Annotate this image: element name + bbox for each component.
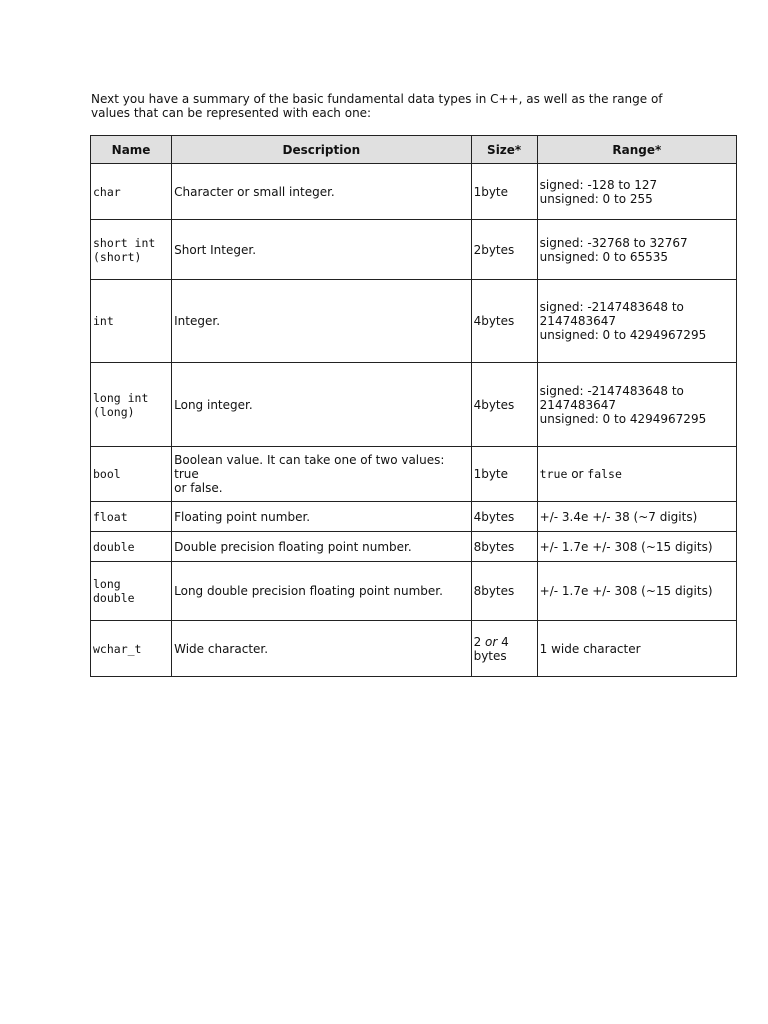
- type-size: [471, 220, 537, 280]
- type-range: [537, 621, 736, 677]
- type-range: [537, 363, 736, 447]
- table-row: [91, 447, 737, 502]
- table-row: [91, 621, 737, 677]
- type-name: [91, 562, 172, 621]
- header-name: Name: [91, 136, 172, 164]
- type-name-line: bool: [93, 467, 121, 481]
- intro-paragraph: [91, 92, 691, 120]
- range-line: +/- 3.4e +/- 38 (~7 digits): [539, 509, 698, 524]
- type-description: Double precision floating point number.: [172, 532, 471, 562]
- type-name: [91, 447, 172, 502]
- type-name-line: double: [93, 591, 135, 605]
- type-name-line: long: [93, 577, 121, 591]
- type-name-line: short int: [93, 235, 156, 250]
- type-size-line: bytes: [473, 648, 507, 663]
- type-name-line: long int: [93, 390, 149, 405]
- type-description: Long integer.: [172, 363, 471, 447]
- range-line: 1 wide character: [539, 641, 641, 656]
- table-row: [91, 562, 737, 621]
- range-or: or: [567, 467, 588, 481]
- range-line: 2147483647: [539, 314, 617, 328]
- type-size-line: 8bytes: [473, 584, 515, 598]
- range-line: signed: -2147483648 to: [539, 300, 684, 314]
- type-size-line: 4bytes: [473, 314, 515, 328]
- type-name-line: int: [93, 314, 114, 328]
- size-or: or: [485, 634, 498, 649]
- table-row: [91, 280, 737, 363]
- type-description: Floating point number.: [172, 502, 471, 532]
- range-line: unsigned: 0 to 4294967295: [539, 411, 707, 426]
- type-name-line: double: [93, 539, 135, 554]
- table-header-row: [91, 136, 737, 164]
- type-name-line: (long): [93, 404, 135, 419]
- type-name: [91, 280, 172, 363]
- range-false: false: [587, 467, 622, 481]
- type-range: [537, 164, 736, 220]
- type-size: [471, 164, 537, 220]
- type-range: [537, 220, 736, 280]
- type-description: Wide character.: [172, 621, 471, 677]
- table-row: [91, 532, 737, 562]
- description-line: Boolean value. It can take one of two values: true: [174, 453, 445, 481]
- header-description: Description: [172, 136, 471, 164]
- type-size-line: 4bytes: [473, 397, 515, 412]
- intro-line-2: values that can be represented with each one:: [91, 106, 372, 120]
- range-line: signed: -2147483648 to: [539, 383, 684, 398]
- type-description: [172, 447, 471, 502]
- type-name: [91, 532, 172, 562]
- range-line: signed: -128 to 127: [539, 177, 658, 192]
- size-part: 2: [473, 634, 486, 649]
- type-name-line: wchar_t: [93, 641, 142, 656]
- header-size: Size*: [471, 136, 537, 164]
- type-range: [537, 447, 736, 502]
- type-size-line: 8bytes: [473, 539, 515, 554]
- range-line: 2147483647: [539, 397, 617, 412]
- type-description: Character or small integer.: [172, 164, 471, 220]
- type-size: [471, 280, 537, 363]
- size-part: 4: [497, 634, 509, 649]
- type-range: [537, 280, 736, 363]
- type-range: [537, 502, 736, 532]
- type-name: [91, 363, 172, 447]
- table-row: [91, 164, 737, 220]
- range-true: true: [539, 467, 568, 481]
- intro-line-1: Next you have a summary of the basic fundamental data types in C++, as well as the range of: [91, 92, 663, 106]
- type-description: Short Integer.: [172, 220, 471, 280]
- type-range: [537, 532, 736, 562]
- type-size: [471, 447, 537, 502]
- type-size-line: 1byte: [473, 467, 509, 481]
- range-line: +/- 1.7e +/- 308 (~15 digits): [539, 584, 713, 598]
- type-size: [471, 363, 537, 447]
- table-row: [91, 502, 737, 532]
- range-line: unsigned: 0 to 65535: [539, 249, 669, 264]
- type-name-line: char: [93, 184, 121, 199]
- type-size-line: 1byte: [473, 184, 509, 199]
- type-description: Integer.: [172, 280, 471, 363]
- type-size: [471, 532, 537, 562]
- table-row: [91, 363, 737, 447]
- type-size-line: 2bytes: [473, 242, 515, 257]
- range-line: +/- 1.7e +/- 308 (~15 digits): [539, 539, 713, 554]
- type-name: [91, 164, 172, 220]
- range-line: signed: -32768 to 32767: [539, 235, 688, 250]
- range-line: unsigned: 0 to 4294967295: [539, 328, 707, 342]
- type-description: Long double precision floating point number.: [172, 562, 471, 621]
- type-size: [471, 502, 537, 532]
- type-size-line: [474, 635, 535, 649]
- description-line: or false.: [174, 481, 223, 495]
- type-name-line: (short): [93, 249, 142, 264]
- type-name: [91, 220, 172, 280]
- type-name: [91, 621, 172, 677]
- type-range: [537, 562, 736, 621]
- table-row: [91, 220, 737, 280]
- type-size: [471, 621, 537, 677]
- header-range: Range*: [537, 136, 736, 164]
- type-size: [471, 562, 537, 621]
- type-size-line: 4bytes: [473, 509, 515, 524]
- type-name: [91, 502, 172, 532]
- data-types-table: [90, 135, 737, 677]
- type-name-line: float: [93, 509, 128, 524]
- range-line: unsigned: 0 to 255: [539, 191, 653, 206]
